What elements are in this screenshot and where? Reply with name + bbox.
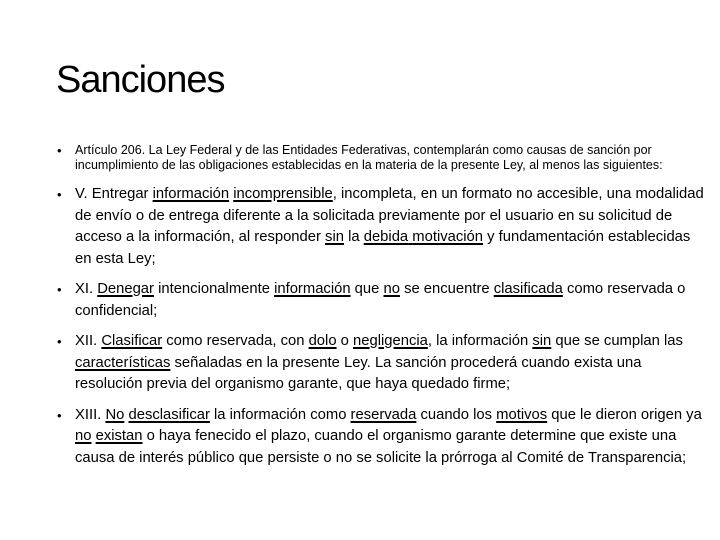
text-segment: y fundamentación establecidas en esta Ley; (75, 229, 691, 267)
bullet-marker: • (57, 187, 62, 202)
underlined-term: No (105, 406, 125, 423)
bullet-marker: • (57, 334, 62, 349)
text-segment: intencionalmente (153, 281, 275, 297)
underlined-term: incomprensible (233, 186, 333, 202)
bullet-fraccion-xiii (56, 405, 708, 470)
underlined-term: sin (532, 333, 552, 349)
bullet-fraccion-xii (56, 331, 708, 396)
bullet-articulo-206 (56, 143, 708, 173)
text-segment: o haya fenecido el plazo, cuando el organismo garante determine que existe una causa de interés público que persiste o no se solicite la prórroga al Comité de Transparencia; (75, 428, 687, 466)
text-segment: la información como (209, 406, 351, 423)
text-segment: que (350, 281, 384, 297)
underlined-term: no (383, 281, 400, 297)
text-segment: cuando los (416, 406, 497, 423)
bullet-marker: • (57, 407, 62, 423)
underlined-term: debida (363, 229, 409, 245)
underlined-term: Clasificar (101, 333, 163, 349)
bullet-marker: • (57, 143, 62, 158)
underlined-term: Denegar (97, 281, 154, 297)
text-segment: , incompleta, en un formato no accesible, una modalidad de envío o de entrega diferente a la solicitada previamente por el usuario en su solicitud de acceso a la información, al responder (75, 186, 704, 245)
underlined-term: dolo (308, 333, 337, 349)
bullet-list (56, 143, 708, 478)
bullet-marker: • (57, 282, 62, 297)
text-segment: que le dieron origen ya (547, 406, 702, 423)
underlined-term: existan (95, 428, 143, 444)
underlined-term: desclasificar (128, 406, 210, 423)
text-segment: como reservada, con (162, 333, 309, 349)
underlined-term: reservada (350, 406, 417, 423)
text-segment: XIII. (75, 406, 106, 423)
underlined-term: clasificada (493, 281, 563, 297)
text-segment: o (336, 333, 354, 349)
text-segment: , la información (427, 333, 533, 349)
text-segment: que se cumplan las (551, 333, 683, 349)
underlined-term: motivos (496, 406, 548, 423)
underlined-term: información (274, 281, 351, 297)
underlined-term: información (152, 186, 230, 202)
underlined-term: negligencia (353, 333, 428, 349)
text-segment: señaladas en la presente Ley. La sanción procederá cuando exista una resolución previa del organismo garante, que haya quedado firme; (75, 354, 642, 392)
bullet-text: Artículo 206. La Ley Federal y de las Entidades Federativas, contemplarán como causas de sanción por incumplimiento de las obligaciones establecidas en la materia de la presente Ley, al menos las siguientes: (75, 143, 663, 172)
underlined-term: motivación (412, 229, 484, 245)
text-segment: XII. (75, 333, 102, 349)
underlined-term: sin (325, 229, 344, 245)
bullet-fraccion-xi (56, 279, 708, 322)
slide-title: Sanciones (56, 59, 225, 101)
text-segment: la (343, 229, 364, 245)
underlined-term: características (75, 354, 171, 371)
text-segment: como reservada o confidencial; (75, 281, 686, 319)
underlined-term: no (75, 428, 92, 444)
text-segment: se encuentre (399, 281, 494, 297)
text-segment: V. Entregar (75, 186, 153, 202)
bullet-fraccion-v (56, 184, 708, 270)
text-segment: XI. (75, 281, 98, 297)
